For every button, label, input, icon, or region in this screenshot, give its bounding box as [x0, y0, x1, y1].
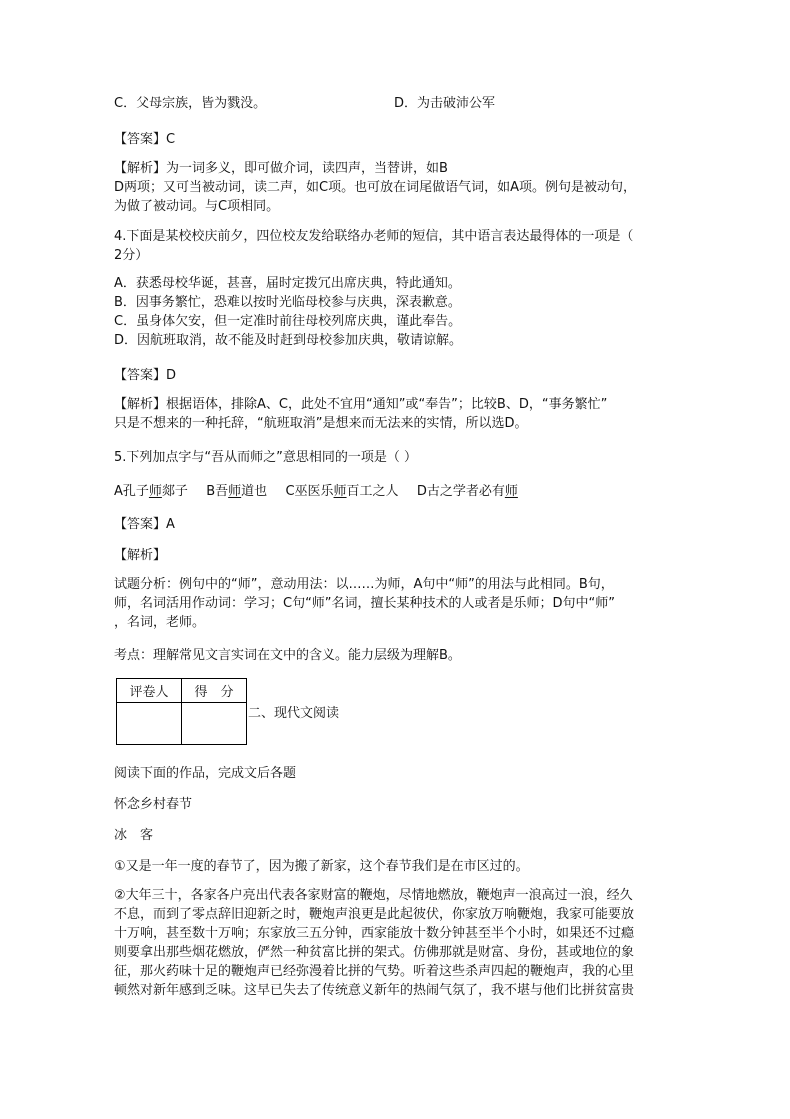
dotted-character: 师 — [504, 484, 518, 499]
q4-stem-line: 4.下面是某校校庆前夕，四位校友发给联络办老师的短信，其中语言表达最得体的一项是（ — [114, 229, 634, 244]
q4-option-a: A．获悉母校华诞，甚喜，届时定拨冗出席庆典，特此通知。 — [114, 276, 461, 291]
paragraph-line: 顿然对新年感到乏味。这早已失去了传统意义新年的热闹气氛了，我不堪与他们比拼贫富贵 — [114, 983, 635, 998]
q4-options — [114, 274, 684, 350]
paragraph-line: 十万响，甚至数十万响；东家放三五分钟，西家能放十数分钟甚至半个小时，如果还不过瘾 — [114, 926, 635, 941]
score-table — [116, 678, 247, 745]
q4-stem-line: 2分） — [114, 248, 149, 263]
q5-option-c: C巫医乐师百工之人 — [285, 484, 399, 499]
q5-analysis-line: 师，名词活用作动词：学习；C句“师”名词，擅长某种技术的人或者是乐师；D句中“师” — [114, 596, 616, 611]
paragraph-line: 不息，而到了零点辞旧迎新之时，鞭炮声浪更是此起彼伏，你家放万响鞭炮，我家可能要放 — [114, 907, 635, 922]
q5-analysis-line: 试题分析：例句中的“师”，意动用法：以……为师，A句中“师”的用法与此相同。B句， — [114, 577, 614, 592]
q3-option-d: D．为击破沛公军 — [394, 96, 496, 111]
paragraph-line: 征，那火药味十足的鞭炮声已经弥漫着比拼的气势。听着这些杀声四起的鞭炮声，我的心里 — [114, 964, 635, 979]
passage-paragraph-2 — [114, 886, 684, 1000]
q4-analysis — [114, 395, 684, 433]
q4-analysis-line: 只是不想来的一种托辞，“航班取消”是想来而无法来的实情，所以选D。 — [114, 416, 528, 431]
q5-option-d: D古之学者必有师 — [416, 484, 518, 499]
paragraph-line: 则要拿出那些烟花燃放，俨然一种贫富比拼的架式。仿佛那就是财富、身份，甚或地位的象 — [114, 945, 635, 960]
q4-analysis-line: 【解析】根据语体，排除A、C，此处不宜用“通知”或“奉告”；比较B、D，“事务繁忙” — [114, 397, 608, 412]
score-table-header-score: 得 分 — [182, 679, 247, 703]
q5-kaodian: 考点：理解常见文言实词在文中的含义。能力层级为理解B。 — [114, 648, 461, 663]
q3-analysis-line: 为做了被动词。与C项相同。 — [114, 199, 280, 214]
passage-title: 怀念乡村春节 — [114, 797, 193, 812]
dotted-character: 师 — [333, 484, 347, 499]
section-title: 二、现代文阅读 — [248, 706, 340, 721]
passage-author: 冰 客 — [114, 828, 154, 843]
paragraph-line: ②大年三十，各家各户亮出代表各家财富的鞭炮，尽情地燃放，鞭炮声一浪高过一浪，经久 — [114, 888, 633, 903]
q3-analysis — [114, 159, 684, 216]
dotted-character: 师 — [148, 484, 162, 499]
q4-option-c: C．虽身体欠安，但一定准时前往母校列席庆典，谨此奉告。 — [114, 314, 462, 329]
q4-option-d: D．因航班取消，故不能及时赶到母校参加庆典，敬请谅解。 — [114, 333, 463, 348]
q4-option-b: B．因事务繁忙，恐难以按时光临母校参与庆典，深表歉意。 — [114, 295, 461, 310]
q5-options — [114, 480, 518, 499]
q4-answer: 【答案】D — [114, 368, 177, 383]
q5-option-b: B吾师道也 — [206, 484, 268, 499]
q5-analysis-line: ，名词，老师。 — [114, 615, 206, 630]
reading-instruction: 阅读下面的作品，完成文后各题 — [114, 766, 297, 781]
q3-answer: 【答案】C — [114, 132, 176, 147]
q3-analysis-line: 【解析】为一词多义，即可做介词，读四声，当替讲，如B — [114, 161, 448, 176]
q4-stem — [114, 227, 684, 265]
score-table-cell-score[interactable] — [182, 703, 247, 745]
q5-analysis-heading: 【解析】 — [114, 548, 167, 563]
q5-option-a: A孔子师郯子 — [114, 484, 188, 499]
score-table-cell-grader[interactable] — [117, 703, 182, 745]
q3-analysis-line: D两项；又可当被动词，读二声，如C项。也可放在词尾做语气词，如A项。例句是被动句， — [114, 180, 636, 195]
q5-answer: 【答案】A — [114, 517, 175, 532]
q5-analysis — [114, 575, 684, 632]
passage-paragraph-1: ①又是一年一度的春节了，因为搬了新家，这个春节我们是在市区过的。 — [114, 859, 529, 874]
q5-stem: 5.下列加点字与“吾从而师之”意思相同的一项是（ ） — [114, 450, 418, 465]
dotted-character: 师 — [228, 484, 242, 499]
score-table-header-grader: 评卷人 — [117, 679, 182, 703]
q3-option-c: C．父母宗族，皆为戮没。 — [114, 96, 267, 111]
